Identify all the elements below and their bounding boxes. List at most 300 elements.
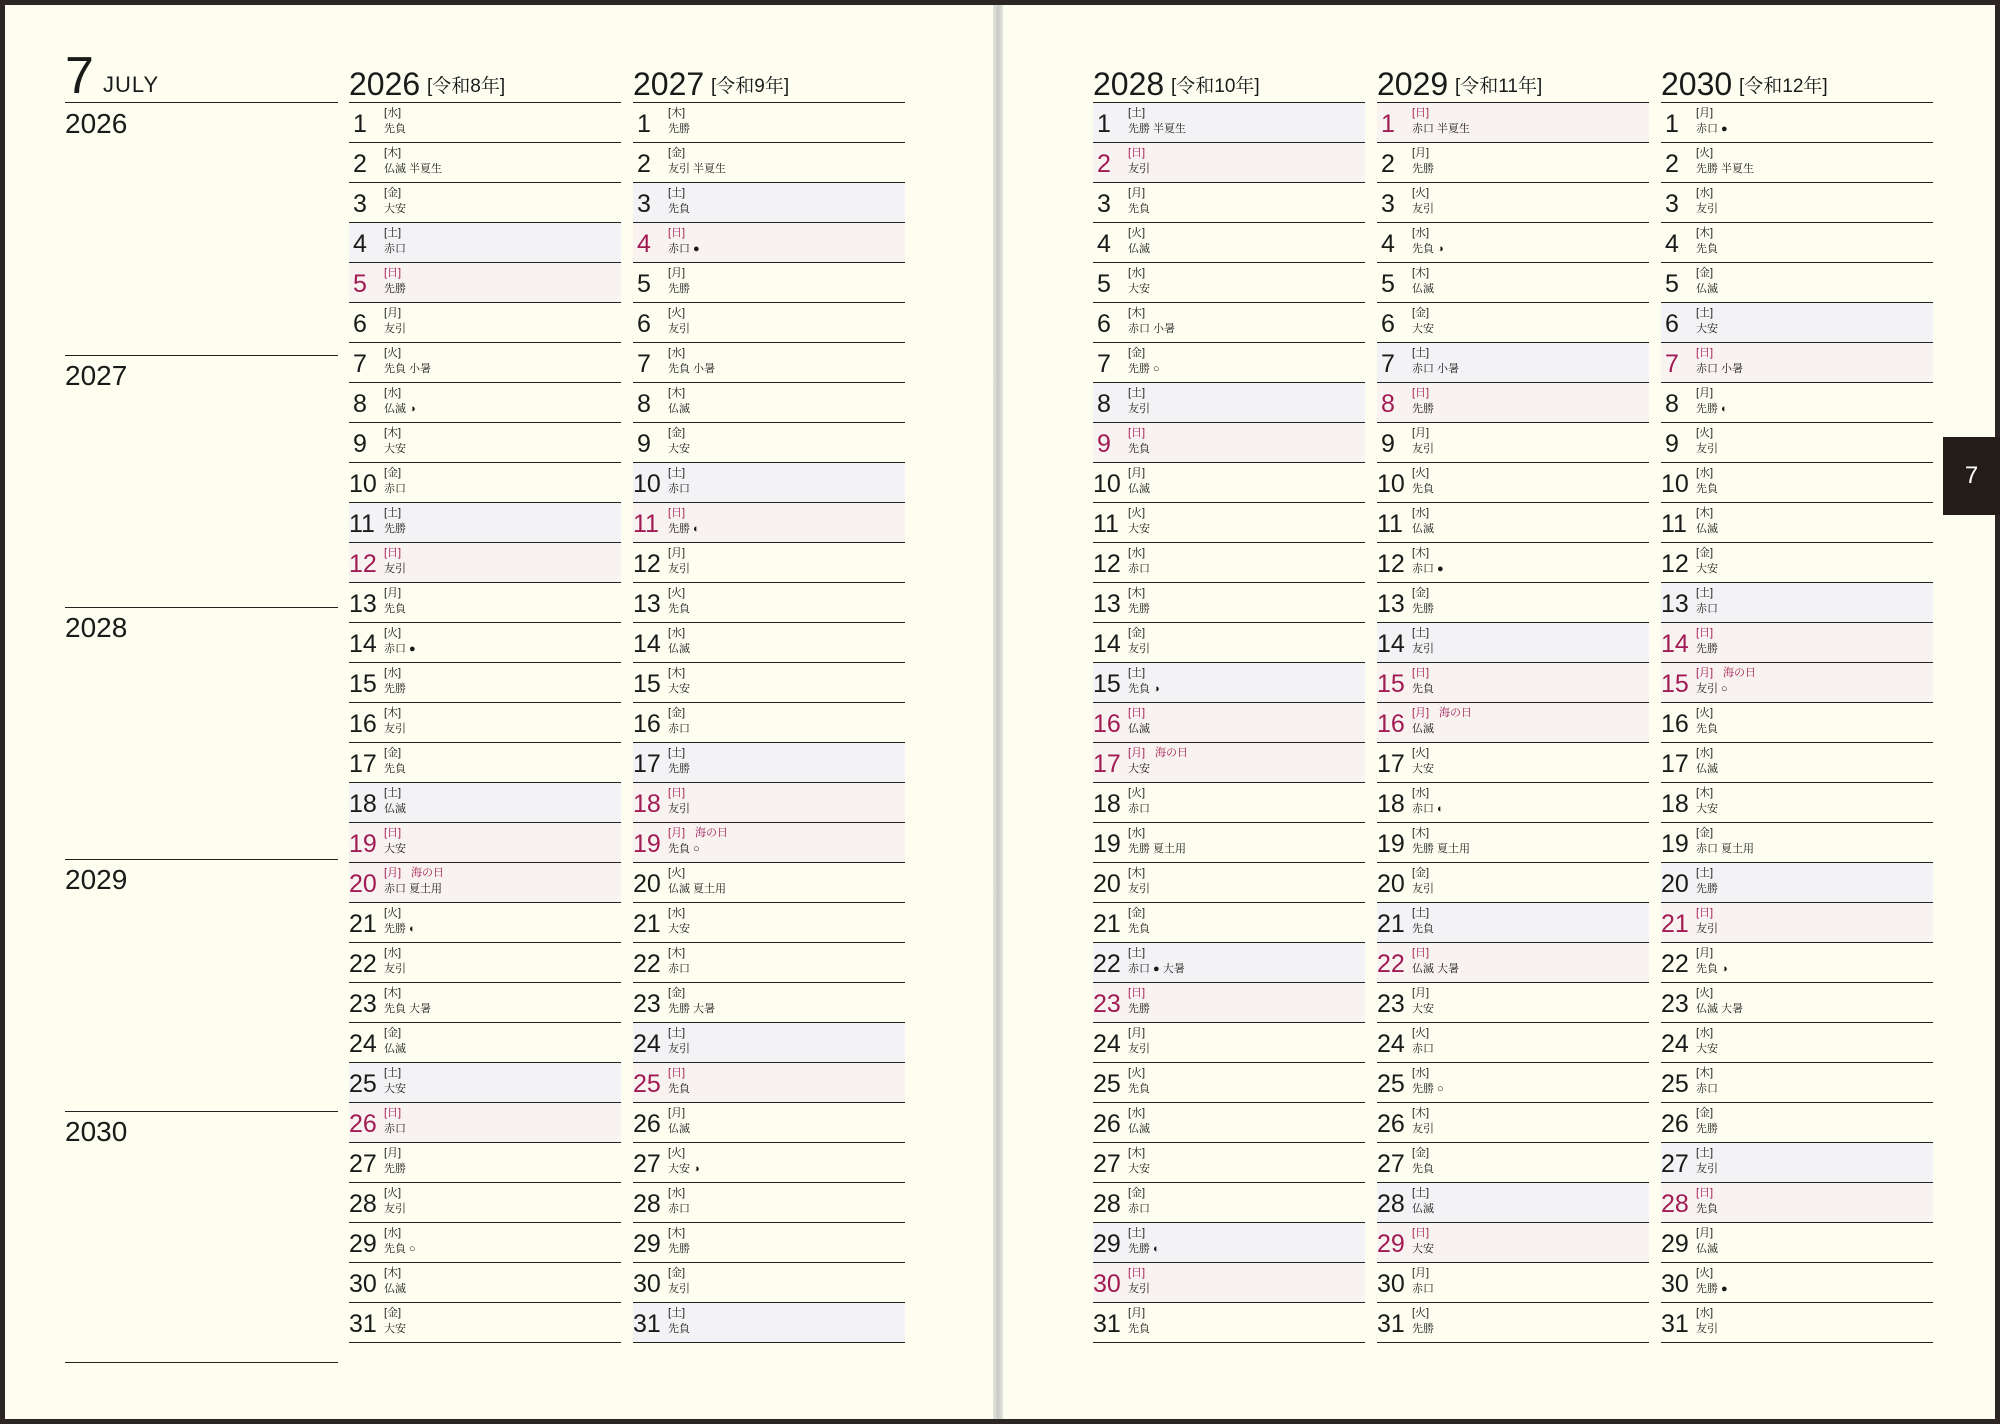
- day-row[interactable]: [633, 823, 905, 863]
- day-row[interactable]: [349, 623, 621, 663]
- day-number: 1: [1381, 110, 1395, 138]
- day-row[interactable]: [1377, 223, 1649, 263]
- day-row[interactable]: [1093, 1023, 1365, 1063]
- day-number: 24: [633, 1030, 661, 1058]
- weekday-label: [土]: [1412, 907, 1430, 919]
- day-row[interactable]: [349, 383, 621, 423]
- day-row[interactable]: [1377, 703, 1649, 743]
- day-row[interactable]: [1377, 543, 1649, 583]
- rokuyo-label: 仏滅: [1128, 243, 1150, 255]
- day-number: 26: [1377, 1110, 1405, 1138]
- day-row[interactable]: [633, 1143, 905, 1183]
- weekday-label: [金]: [668, 707, 686, 719]
- day-number: 24: [1093, 1030, 1121, 1058]
- day-number: 31: [1093, 1310, 1121, 1338]
- day-row[interactable]: [1377, 343, 1649, 383]
- day-row[interactable]: [1661, 863, 1933, 903]
- day-number: 11: [1093, 510, 1119, 538]
- day-row[interactable]: [1377, 143, 1649, 183]
- day-row[interactable]: [1377, 1143, 1649, 1183]
- day-row[interactable]: [1093, 343, 1365, 383]
- year-memo-block: [65, 104, 338, 356]
- day-row[interactable]: [1377, 463, 1649, 503]
- rokuyo-label: 友引: [1696, 1163, 1718, 1175]
- day-row[interactable]: [349, 1063, 621, 1103]
- day-row[interactable]: [349, 503, 621, 543]
- day-number: 18: [1661, 790, 1689, 818]
- rokuyo-label: 先勝: [1696, 883, 1718, 895]
- weekday-label: [土]: [1128, 387, 1146, 399]
- day-number: 10: [1093, 470, 1121, 498]
- rokuyo-label: 仏滅: [668, 643, 690, 655]
- day-row[interactable]: [349, 263, 621, 303]
- rokuyo-label: 赤口 半夏生: [1412, 123, 1471, 135]
- weekday-label: [水]: [668, 907, 686, 919]
- day-row[interactable]: [1093, 1263, 1365, 1303]
- day-row[interactable]: [1377, 303, 1649, 343]
- day-row[interactable]: [1377, 1223, 1649, 1263]
- day-row[interactable]: [1093, 1103, 1365, 1143]
- day-number: 19: [633, 830, 661, 858]
- rokuyo-label: 友引: [1128, 883, 1150, 895]
- day-row[interactable]: [1093, 623, 1365, 663]
- day-number: 6: [1665, 310, 1679, 338]
- day-row[interactable]: [349, 183, 621, 223]
- rokuyo-label: 仏滅 大暑: [1412, 963, 1460, 975]
- day-row[interactable]: [1093, 103, 1365, 143]
- weekday-label: [日]: [1128, 147, 1146, 159]
- day-row[interactable]: [633, 703, 905, 743]
- day-row[interactable]: [1377, 1023, 1649, 1063]
- rokuyo-label: 赤口: [384, 243, 406, 255]
- rokuyo-label: 赤口: [384, 1123, 406, 1135]
- day-row[interactable]: [633, 463, 905, 503]
- day-row[interactable]: [1661, 623, 1933, 663]
- day-row[interactable]: [1093, 1063, 1365, 1103]
- day-row[interactable]: [1661, 943, 1933, 983]
- day-row[interactable]: [633, 383, 905, 423]
- day-row[interactable]: [633, 1223, 905, 1263]
- day-row[interactable]: [1661, 823, 1933, 863]
- day-number: 15: [1377, 670, 1405, 698]
- day-number: 29: [1093, 1230, 1121, 1258]
- weekday-label: [木]: [1128, 307, 1146, 319]
- era-label: [令和8年]: [427, 76, 506, 97]
- day-number: 30: [349, 1270, 377, 1298]
- year-number: 2029: [1377, 66, 1449, 102]
- day-row[interactable]: [349, 863, 621, 903]
- day-row[interactable]: [1093, 1143, 1365, 1183]
- weekday-label: [水]: [1412, 227, 1430, 239]
- day-row[interactable]: [1377, 1303, 1649, 1343]
- rokuyo-label: 先負: [1412, 683, 1434, 695]
- weekday-label: [火]: [384, 907, 402, 919]
- day-number: 26: [1661, 1110, 1689, 1138]
- rokuyo-label: 先勝 ◐: [1128, 1243, 1160, 1255]
- rokuyo-label: 先勝: [384, 523, 406, 535]
- day-row[interactable]: [633, 1263, 905, 1303]
- day-row[interactable]: [349, 143, 621, 183]
- rokuyo-label: 赤口 小暑: [1128, 323, 1176, 335]
- day-number: 31: [349, 1310, 377, 1338]
- day-row[interactable]: [349, 703, 621, 743]
- day-number: 11: [633, 510, 659, 538]
- year-column-header: [1377, 52, 1649, 103]
- weekday-label: [金]: [384, 467, 402, 479]
- day-number: 16: [633, 710, 661, 738]
- day-row[interactable]: [349, 1303, 621, 1343]
- day-number: 27: [1093, 1150, 1121, 1178]
- day-row[interactable]: [1661, 263, 1933, 303]
- month-number: 7: [65, 47, 94, 105]
- day-number: 13: [1377, 590, 1405, 618]
- day-row[interactable]: [633, 303, 905, 343]
- day-row[interactable]: [349, 743, 621, 783]
- day-row[interactable]: [349, 823, 621, 863]
- day-row[interactable]: [1661, 783, 1933, 823]
- day-row[interactable]: [1661, 343, 1933, 383]
- day-number: 22: [1661, 950, 1689, 978]
- day-row[interactable]: [1377, 1183, 1649, 1223]
- weekday-label: [土]: [1412, 347, 1430, 359]
- day-row[interactable]: [349, 343, 621, 383]
- weekday-label: [木]: [384, 427, 402, 439]
- day-number: 6: [1381, 310, 1395, 338]
- rokuyo-label: 赤口: [1696, 1083, 1718, 1095]
- rokuyo-label: 仏滅: [1128, 483, 1150, 495]
- day-row[interactable]: [1093, 423, 1365, 463]
- weekday-label: [月]: [1128, 187, 1146, 199]
- day-number: 9: [1097, 430, 1111, 458]
- day-row[interactable]: [349, 103, 621, 143]
- day-row[interactable]: [633, 583, 905, 623]
- day-row[interactable]: [1377, 743, 1649, 783]
- weekday-label: [金]: [1128, 1187, 1146, 1199]
- rokuyo-label: 友引: [1128, 643, 1150, 655]
- day-row[interactable]: [349, 783, 621, 823]
- day-row[interactable]: [1377, 983, 1649, 1023]
- day-row[interactable]: [349, 1143, 621, 1183]
- weekday-label: [水]: [384, 947, 402, 959]
- day-row[interactable]: [349, 463, 621, 503]
- weekday-label: [水]: [1696, 747, 1714, 759]
- rokuyo-label: 先勝: [668, 763, 690, 775]
- month-index-tab[interactable]: 7: [1943, 437, 2000, 515]
- rokuyo-label: 友引: [1128, 1283, 1150, 1295]
- day-row[interactable]: [1377, 383, 1649, 423]
- rokuyo-label: 先勝 ○: [1128, 363, 1160, 375]
- rokuyo-label: 大安: [384, 1083, 406, 1095]
- weekday-label: [木]: [1696, 787, 1714, 799]
- day-number: 8: [637, 390, 651, 418]
- day-row[interactable]: [349, 1223, 621, 1263]
- day-row[interactable]: [633, 983, 905, 1023]
- day-row[interactable]: [1093, 703, 1365, 743]
- day-number: 19: [1093, 830, 1121, 858]
- day-row[interactable]: [1661, 663, 1933, 703]
- day-number: 3: [1381, 190, 1395, 218]
- rokuyo-label: 友引: [1412, 203, 1434, 215]
- day-row[interactable]: [349, 423, 621, 463]
- day-number: 30: [633, 1270, 661, 1298]
- day-row[interactable]: [1661, 423, 1933, 463]
- day-row[interactable]: [1093, 183, 1365, 223]
- era-label: [令和9年]: [711, 76, 790, 97]
- weekday-label: [水]: [384, 387, 402, 399]
- day-row[interactable]: [1661, 303, 1933, 343]
- day-number: 22: [1093, 950, 1121, 978]
- day-row[interactable]: [1093, 583, 1365, 623]
- day-row[interactable]: [1093, 143, 1365, 183]
- day-row[interactable]: [1377, 1103, 1649, 1143]
- day-row[interactable]: [1093, 1223, 1365, 1263]
- day-row[interactable]: [1377, 423, 1649, 463]
- day-row[interactable]: [1093, 543, 1365, 583]
- day-row[interactable]: [1093, 303, 1365, 343]
- day-row[interactable]: [349, 303, 621, 343]
- day-row[interactable]: [1377, 663, 1649, 703]
- day-number: 20: [349, 870, 377, 898]
- weekday-label: [日]: [1696, 907, 1714, 919]
- rokuyo-label: 先勝: [1412, 403, 1434, 415]
- day-row[interactable]: [1377, 783, 1649, 823]
- day-row[interactable]: [1661, 1263, 1933, 1303]
- day-row[interactable]: [1661, 743, 1933, 783]
- day-row[interactable]: [1661, 143, 1933, 183]
- day-number: 6: [637, 310, 651, 338]
- day-row[interactable]: [1093, 383, 1365, 423]
- weekday-label: [土]: [1696, 1147, 1714, 1159]
- day-row[interactable]: [1661, 583, 1933, 623]
- weekday-label: [木]: [1412, 1107, 1430, 1119]
- day-row[interactable]: [1377, 823, 1649, 863]
- day-row[interactable]: [349, 543, 621, 583]
- day-row[interactable]: [1093, 1183, 1365, 1223]
- day-row[interactable]: [1377, 263, 1649, 303]
- day-number: 5: [353, 270, 367, 298]
- day-row[interactable]: [633, 903, 905, 943]
- weekday-label: [日]: [668, 227, 686, 239]
- day-row[interactable]: [633, 103, 905, 143]
- weekday-label: [木]: [1412, 267, 1430, 279]
- day-row[interactable]: [1661, 503, 1933, 543]
- day-row[interactable]: [1661, 543, 1933, 583]
- weekday-label: [木]: [384, 707, 402, 719]
- day-number: 28: [1377, 1190, 1405, 1218]
- day-row[interactable]: [633, 943, 905, 983]
- day-row[interactable]: [633, 1063, 905, 1103]
- weekday-label: [水]: [1696, 1027, 1714, 1039]
- rokuyo-label: 先勝 ◐: [1696, 403, 1728, 415]
- weekday-label: [木]: [668, 667, 686, 679]
- rokuyo-label: 先負: [1696, 483, 1718, 495]
- year-memo-block: [65, 1112, 338, 1363]
- day-row[interactable]: [1661, 903, 1933, 943]
- rokuyo-label: 赤口: [1128, 803, 1150, 815]
- year-memo-block: [65, 608, 338, 860]
- weekday-label: [水]: [1696, 467, 1714, 479]
- weekday-label: [月]: [384, 1147, 402, 1159]
- day-number: 26: [633, 1110, 661, 1138]
- weekday-label: [月]: [384, 307, 402, 319]
- day-row[interactable]: [633, 183, 905, 223]
- weekday-label: [土]: [668, 1307, 686, 1319]
- day-row[interactable]: [1661, 1063, 1933, 1103]
- rokuyo-label: 先負: [1128, 203, 1150, 215]
- day-row[interactable]: [1093, 903, 1365, 943]
- rokuyo-label: 先勝: [384, 283, 406, 295]
- day-number: 19: [1661, 830, 1689, 858]
- rokuyo-label: 友引: [668, 803, 690, 815]
- rokuyo-label: 友引: [1696, 443, 1718, 455]
- day-row[interactable]: [633, 143, 905, 183]
- year-memo-list: [65, 104, 338, 1363]
- day-row[interactable]: [1661, 223, 1933, 263]
- day-row[interactable]: [1093, 823, 1365, 863]
- weekday-label: [火]: [1412, 467, 1430, 479]
- day-row[interactable]: [349, 1103, 621, 1143]
- day-row[interactable]: [1377, 1263, 1649, 1303]
- day-number: 25: [1093, 1070, 1121, 1098]
- rokuyo-label: 友引: [384, 1203, 406, 1215]
- day-number: 1: [637, 110, 651, 138]
- day-row[interactable]: [633, 543, 905, 583]
- day-row[interactable]: [1093, 983, 1365, 1023]
- day-row[interactable]: [1661, 1103, 1933, 1143]
- day-row[interactable]: [1093, 223, 1365, 263]
- day-row[interactable]: [349, 1023, 621, 1063]
- day-row[interactable]: [633, 623, 905, 663]
- weekday-label: [日]: [1128, 427, 1146, 439]
- day-number: 24: [1661, 1030, 1689, 1058]
- rokuyo-label: 仏滅: [1128, 723, 1150, 735]
- day-number: 16: [1377, 710, 1405, 738]
- day-row[interactable]: [1377, 583, 1649, 623]
- rokuyo-label: 先負 ◑: [1128, 683, 1160, 695]
- weekday-label: [土]: [1696, 587, 1714, 599]
- weekday-label: [土]: [1128, 1227, 1146, 1239]
- rokuyo-label: 赤口: [668, 723, 690, 735]
- weekday-label: [木]: [1128, 1147, 1146, 1159]
- day-row[interactable]: [1661, 1223, 1933, 1263]
- day-row[interactable]: [633, 1183, 905, 1223]
- day-number: 21: [1377, 910, 1405, 938]
- day-row[interactable]: [633, 503, 905, 543]
- day-row[interactable]: [633, 1103, 905, 1143]
- day-row[interactable]: [1377, 503, 1649, 543]
- day-row[interactable]: [1377, 903, 1649, 943]
- day-row[interactable]: [349, 983, 621, 1023]
- day-row[interactable]: [1093, 863, 1365, 903]
- day-number: 21: [633, 910, 661, 938]
- day-row[interactable]: [1093, 783, 1365, 823]
- day-number: 18: [633, 790, 661, 818]
- day-row[interactable]: [349, 1263, 621, 1303]
- day-row[interactable]: [349, 943, 621, 983]
- day-row[interactable]: [1661, 463, 1933, 503]
- day-row[interactable]: [1661, 383, 1933, 423]
- day-row[interactable]: [349, 1183, 621, 1223]
- year-memo-label: 2027: [65, 360, 128, 391]
- day-row[interactable]: [1661, 1023, 1933, 1063]
- era-label: [令和10年]: [1171, 76, 1260, 97]
- day-number: 23: [633, 990, 661, 1018]
- day-row[interactable]: [1093, 943, 1365, 983]
- day-row[interactable]: [633, 663, 905, 703]
- day-row[interactable]: [1377, 863, 1649, 903]
- day-row[interactable]: [633, 343, 905, 383]
- weekday-label: [火]: [668, 587, 686, 599]
- day-row[interactable]: [1661, 983, 1933, 1023]
- rokuyo-label: 大安: [1128, 763, 1150, 775]
- day-row[interactable]: [349, 903, 621, 943]
- day-row[interactable]: [349, 223, 621, 263]
- day-row[interactable]: [1093, 463, 1365, 503]
- rokuyo-label: 先負 ○: [384, 1243, 416, 1255]
- day-row[interactable]: [1377, 1063, 1649, 1103]
- day-row[interactable]: [633, 863, 905, 903]
- day-row[interactable]: [633, 423, 905, 463]
- rokuyo-label: 先勝: [668, 1243, 690, 1255]
- book-gutter: [993, 5, 1003, 1419]
- day-row[interactable]: [633, 223, 905, 263]
- rokuyo-label: 赤口: [668, 963, 690, 975]
- rokuyo-label: 仏滅: [1696, 523, 1718, 535]
- day-row[interactable]: [633, 783, 905, 823]
- day-row[interactable]: [1661, 1303, 1933, 1343]
- day-number: 8: [1665, 390, 1679, 418]
- weekday-label: [水]: [1696, 187, 1714, 199]
- day-row[interactable]: [1093, 663, 1365, 703]
- day-row[interactable]: [1661, 1183, 1933, 1223]
- rokuyo-label: 友引: [384, 723, 406, 735]
- day-number: 4: [637, 230, 651, 258]
- weekday-label: [土]: [668, 1027, 686, 1039]
- day-number: 2: [1097, 150, 1111, 178]
- day-row[interactable]: [1661, 1143, 1933, 1183]
- day-row[interactable]: [1661, 183, 1933, 223]
- day-row[interactable]: [1377, 183, 1649, 223]
- day-row[interactable]: [1377, 943, 1649, 983]
- day-row[interactable]: [1093, 263, 1365, 303]
- day-row[interactable]: [1093, 1303, 1365, 1343]
- day-row[interactable]: [349, 583, 621, 623]
- rokuyo-label: 先負: [1128, 443, 1150, 455]
- rokuyo-label: 仏滅 ◑: [384, 403, 416, 415]
- day-number: 15: [1093, 670, 1121, 698]
- rokuyo-label: 友引 半夏生: [668, 163, 727, 175]
- rokuyo-label: 先負: [1412, 483, 1434, 495]
- weekday-label: [日]: [1128, 987, 1146, 999]
- day-row[interactable]: [633, 263, 905, 303]
- year-memo-label: 2030: [65, 1116, 128, 1147]
- year-column-2029: [1377, 52, 1649, 1343]
- day-number: 16: [1661, 710, 1689, 738]
- day-row[interactable]: [1093, 503, 1365, 543]
- day-row[interactable]: [633, 1023, 905, 1063]
- day-row[interactable]: [1661, 103, 1933, 143]
- day-row[interactable]: [1377, 103, 1649, 143]
- day-row[interactable]: [1093, 743, 1365, 783]
- weekday-label: [日]: [668, 1067, 686, 1079]
- weekday-label: [土]: [668, 747, 686, 759]
- day-row[interactable]: [349, 663, 621, 703]
- day-row[interactable]: [633, 743, 905, 783]
- rokuyo-label: 仏滅: [1412, 523, 1434, 535]
- day-row[interactable]: [633, 1303, 905, 1343]
- day-row[interactable]: [1661, 703, 1933, 743]
- day-row[interactable]: [1377, 623, 1649, 663]
